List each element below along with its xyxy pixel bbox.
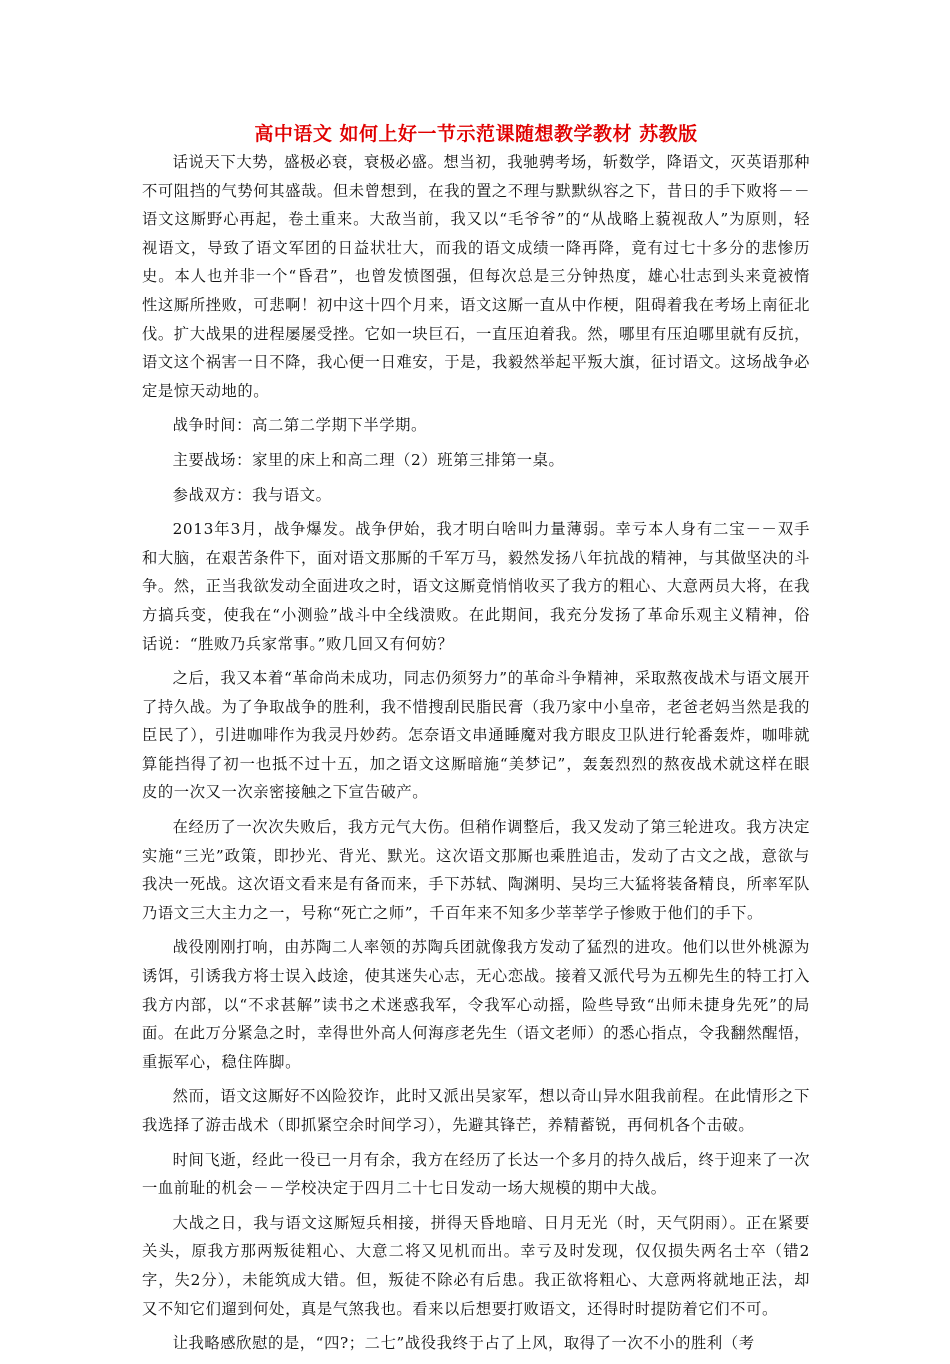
paragraph-intro: 话说天下大势，盛极必衰，衰极必盛。想当初，我驰骋考场，斩数学，降语文，灭英语那种不可阻挡的气势何其盛哉。但未曾想到，在我的置之不理与默默纵容之下，昔日的手下败将－－语文这厮野心再起，卷土重来。大敌当前，我又以“毛爷爷”的“从战略上藐视敌人”为原则，轻视语文，导致了语文军团的日益状壮大，而我的语文成绩一降再降，竟有过七十多分的悲惨历史。本人也并非一个“昏君”，也曾发愤图强，但每次总是三分钟热度，雄心壮志到头来竟被惰性这厮所挫败，可悲啊！初中这十四个月来，语文这厮一直从中作梗，阻碍着我在考场上南征北伐。扩大战果的进程屡屡受挫。它如一块巨石，一直压迫着我。然，哪里有压迫哪里就有反抗，语文这个祸害一日不降，我心便一日难安，于是，我毅然举起平叛大旗，征讨语文。这场战争必定是惊天动地的。 <box>142 153 810 400</box>
paragraph-su-tao-corps: 战役刚刚打响，由苏陶二人率领的苏陶兵团就像我方发动了猛烈的进攻。他们以世外桃源为诱饵，引诱我方将士误入歧途，使其迷失心志，无心恋战。接着又派代号为五柳先生的特工打入我方内部，以“不求甚解”读书之术迷惑我军，令我军心动摇，险些导致“出师未捷身先死”的局面。在此万分紧急之时，幸得世外高人何海彦老先生（语文老师）的悉心指点，令我翻然醒悟，重振军心，稳住阵脚。 <box>142 938 810 1071</box>
paragraph-victory: 让我略感欣慰的是，“四?；二七”战役我终于占了上风，取得了一次不小的胜利（考 <box>172 1334 755 1353</box>
paragraph-battle-day: 大战之日，我与语文这厮短兵相接，拼得天昏地暗、日月无光（时，天气阴雨）。正在紧要关头，原我方那两叛徒粗心、大意二将又见机而出。幸亏及时发现，仅仅损失两名士卒（错2字，失2分），未能筑成大错。但，叛徒不除必有后患。我正欲将粗心、大意两将就地正法，却又不知它们遛到何处，真是气煞我也。看来以后想要打败语文，还得时时提防着它们不可。 <box>142 1213 810 1318</box>
document-title: 高中语文 如何上好一节示范课随想教学教材 苏教版 <box>254 123 698 145</box>
paragraph-third-offensive: 在经历了一次次失败后，我方元气大伤。但稍作调整后，我又发动了第三轮进攻。我方决定实施“三光”政策，即抄光、背光、默光。这次语文那厮也乘胜追击，发动了古文之战，意欲与我决一死战。这次语文看来是有备而来，手下苏轼、陶渊明、吴均三大猛将装备精良，所率军队乃语文三大主力之一，号称“死亡之师”，千百年来不知多少莘莘学子惨败于他们的手下。 <box>142 818 810 922</box>
paragraph-combatants: 参战双方：我与语文。 <box>172 485 332 504</box>
paragraph-outbreak: 2013年3月，战争爆发。战争伊始，我才明白啥叫力量薄弱。幸亏本人身有二宝－－双手和大脑，在艰苦条件下，面对语文那厮的千军万马，毅然发扬八年抗战的精神，与其做坚决的斗争。然，正当我欲发动全面进攻之时，语文这厮竟悄悄收买了我方的粗心、大意两员大将，在我方搞兵变，使我在“小测验”战斗中全线溃败。在此期间，我充分发扬了革命乐观主义精神，俗话说：“胜败乃兵家常事。”败几回又有何妨？ <box>142 520 810 653</box>
paragraph-night-tactics: 之后，我又本着“革命尚未成功，同志仍须努力”的革命斗争精神，采取熬夜战术与语文展开了持久战。为了争取战争的胜利，我不惜搜刮民脂民膏（我乃家中小皇帝，老爸老妈当然是我的臣民了），引进咖啡作为我灵丹妙药。怎奈语文串通睡魔对我方眼皮卫队进行轮番轰炸，咖啡就算能挡得了初一也抵不过十五，加之语文这厮暗施“美梦记”，轰轰烈烈的熬夜战术就这样在眼皮的一次又一次亲密接触之下宣告破产。 <box>142 669 810 802</box>
paragraph-guerrilla: 然而，语文这厮好不凶险狡诈，此时又派出吴家军，想以奇山异水阻我前程。在此情形之下我选择了游击战术（即抓紧空余时间学习），先避其锋芒，养精蓄锐，再伺机各个击破。 <box>142 1087 810 1134</box>
paragraph-battlefield: 主要战场：家里的床上和高二理（2）班第三排第一桌。 <box>172 450 565 469</box>
document-page <box>142 120 810 1364</box>
paragraph-war-time: 战争时间：高二第二学期下半学期。 <box>172 416 427 435</box>
paragraph-midterm: 时间飞逝，经此一役已一月有余，我方在经历了长达一个多月的持久战后，终于迎来了一次一血前耻的机会－－学校决定于四月二十七日发动一场大规模的期中大战。 <box>142 1150 810 1198</box>
